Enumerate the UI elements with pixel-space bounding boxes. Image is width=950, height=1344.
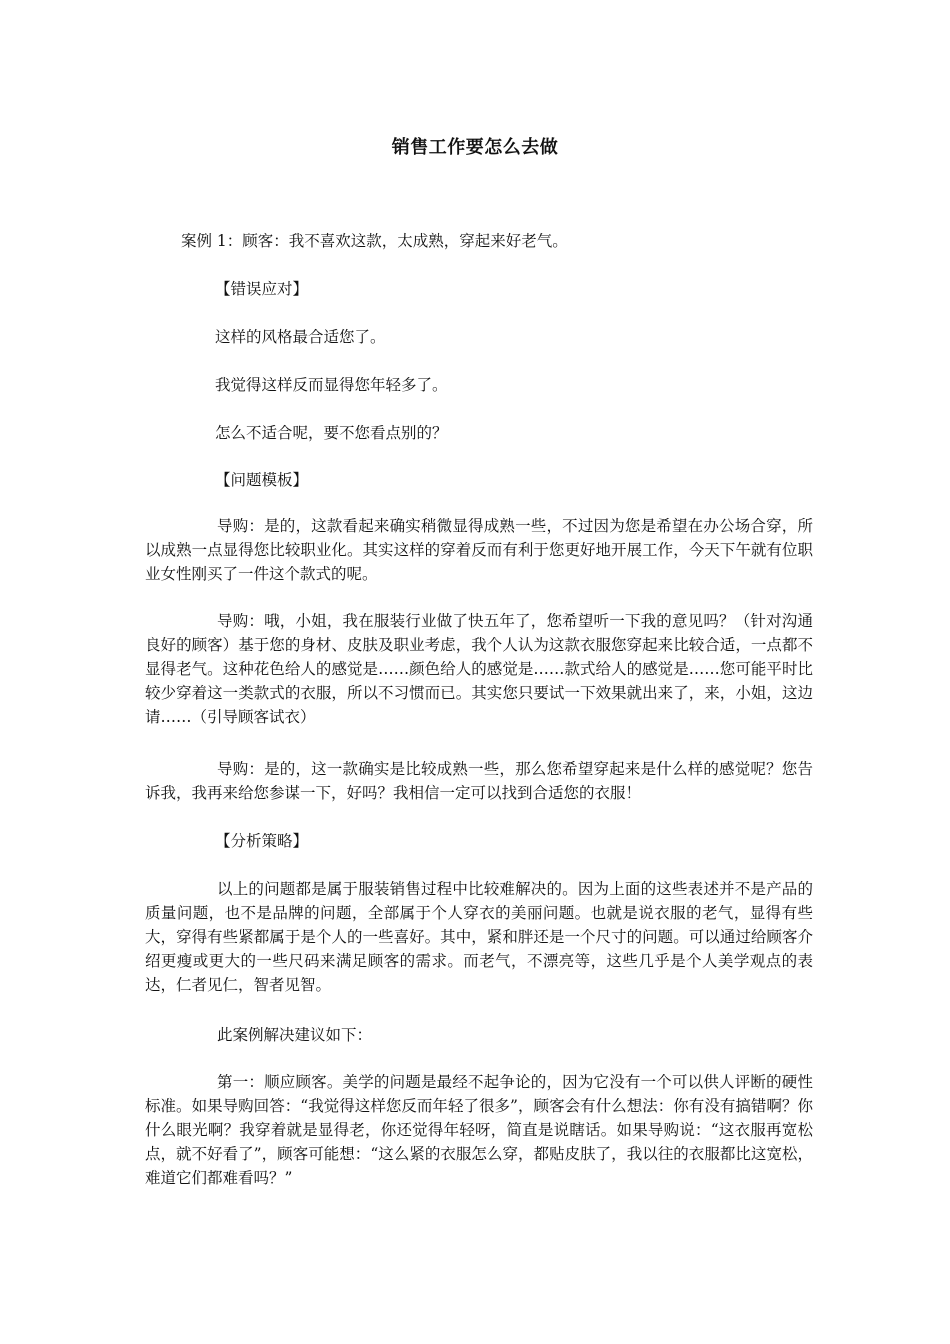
case-heading: 案例 1：顾客：我不喜欢这款，太成熟，穿起来好老气。 [181,232,568,250]
template-paragraph-2: 导购：哦，小姐，我在服装行业做了快五年了，您希望听一下我的意见吗？（针对沟通良好的顾客）基于您的身材、皮肤及职业考虑，我个人认为这款衣服您穿起来比较合适，一点都不显得老气。这种花色给人的感觉是……颜色给人的感觉是……款式给人的感觉是……您可能平时比较少穿着这一类款式的衣服，所以不习惯而已。其实您只要试一下效果就出来了，来，小姐，这边请……（引导顾客试衣） [145,612,813,726]
wrong-response-line-1: 这样的风格最合适您了。 [215,328,386,346]
wrong-response-line-2: 我觉得这样反而显得您年轻多了。 [215,376,448,394]
template-paragraph-1: 导购：是的，这款看起来确实稍微显得成熟一些，不过因为您是希望在办公场合穿，所以成熟一点显得您比较职业化。其实这样的穿着反而有利于您更好地开展工作，今天下午就有位职业女性刚买了一件这个款式的呢。 [145,517,813,583]
section-heading-analysis: 【分析策略】 [215,832,309,850]
wrong-response-line-3: 怎么不适合呢，要不您看点别的？ [215,424,448,442]
document-title: 销售工作要怎么去做 [391,137,559,158]
analysis-suggestion-intro: 此案例解决建议如下： [217,1026,373,1044]
section-heading-wrong-response: 【错误应对】 [215,280,309,298]
template-paragraph-3: 导购：是的，这一款确实是比较成熟一些，那么您希望穿起来是什么样的感觉呢？您告诉我，我再来给您参谋一下，好吗？我相信一定可以找到合适您的衣服！ [145,760,813,802]
section-heading-question-template: 【问题模板】 [215,471,309,489]
analysis-paragraph-2: 第一：顺应顾客。美学的问题是最经不起争论的，因为它没有一个可以供人评断的硬性标准。如果导购回答：“我觉得这样您反而年轻了很多”，顾客会有什么想法：你有没有搞错啊？你什么眼光啊？我穿着就是显得老，你还觉得年轻呀，简直是说瞎话。如果导购说：“这衣服再宽松点，就不好看了”，顾客可能想：“这么紧的衣服怎么穿，都贴皮肤了，我以往的衣服都比这宽松，难道它们都难看吗？” [145,1073,813,1187]
analysis-paragraph-1: 以上的问题都是属于服装销售过程中比较难解决的。因为上面的这些表述并不是产品的质量问题，也不是品牌的问题，全部属于个人穿衣的美丽问题。也就是说衣服的老气，显得有些大，穿得有些紧都属于是个人的一些喜好。其中，紧和胖还是一个尺寸的问题。可以通过给顾客介绍更瘦或更大的一些尺码来满足顾客的需求。而老气，不漂亮等，这些几乎是个人美学观点的表达，仁者见仁，智者见智。 [145,880,813,994]
